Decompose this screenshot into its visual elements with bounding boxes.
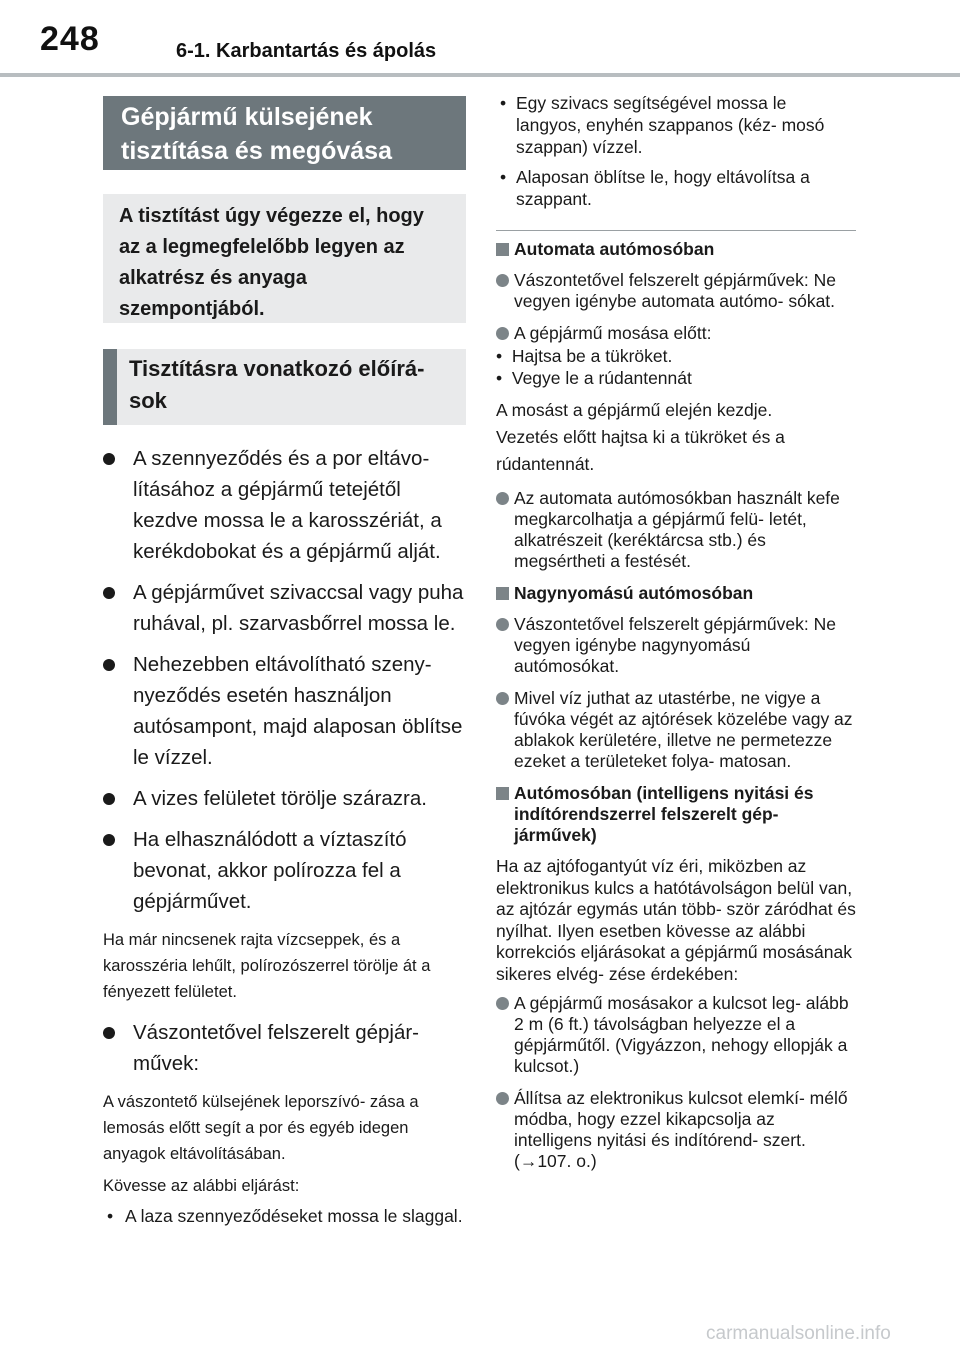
- circle-bullet-icon: [496, 327, 509, 340]
- step-line: • Hajtsa be a tükröket.: [496, 346, 673, 366]
- cleaning-bullet-list: [103, 443, 466, 917]
- list-item: A szennyeződés és a por eltávo- lításához a gépjármű tetejétől kezdve mossa le a karosszériát, a kerékdobokat és a gépjármű alját.: [103, 443, 466, 567]
- procedure-step: • Egy szivacs segítségével mossa le langyos, enyhén szappanos (kéz- mosó szappan) vízzel.: [500, 93, 825, 157]
- circle-bullet-icon: [496, 618, 509, 631]
- right-column: [496, 92, 856, 1183]
- section-title: 6-1. Karbantartás és ápolás: [176, 40, 437, 62]
- paragraph: Ha az ajtófogantyút víz éri, miközben az elektronikus kulcs a hatótávolságon belül van, az ajtózár egymás után több- ször záródhat és nyílhat. Ilyen esetben kövesse az alábbi korrekciós eljárásokat a gépjármű mosásának sikeres elvég- zése érdekében:: [496, 856, 856, 984]
- header-rule: [0, 73, 960, 77]
- step-line: • Vegye le a rúdantennát: [496, 367, 692, 388]
- note-item: A gépjármű mosásakor a kulcsot leg- alább 2 m (6 ft.) távolságban helyezze el a gépjárműtől. (Vigyázzon, nehogy ellopják a kulcsot.): [496, 993, 856, 1077]
- intro-box: A tisztítást úgy végezze el, hogy az a legmegfelelőbb legyen az alkatrész és anyaga szempontjából.: [103, 194, 466, 323]
- soft-top-note: A vászontető külsejének leporszívó- zása a lemosás előtt segít a por és egyéb idegen anyagok eltávolításában.: [103, 1093, 419, 1163]
- high-pressure-wash-heading: Nagynyomású autómosóban: [496, 583, 856, 604]
- page-number: 248: [40, 20, 100, 58]
- procedure-intro: Kövesse az alábbi eljárást:: [103, 1177, 300, 1195]
- divider: [496, 230, 856, 231]
- paragraph: Vezetés előtt hajtsa ki a tükröket és a rúdantennát.: [496, 427, 785, 474]
- watermark: carmanualsonline.info: [706, 1323, 891, 1344]
- square-bullet-icon: [496, 243, 509, 256]
- note-item: Vászontetővel felszerelt gépjárművek: Ne vegyen igénybe nagynyomású autómosókat.: [496, 614, 856, 677]
- smart-entry-wash-heading: Autómosóban (intelligens nyitási és indítórendszerrel felszerelt gép- járművek): [496, 783, 856, 846]
- note-item: Az automata autómosókban használt kefe megkarcolhatja a gépjármű felü- letét, alkatrészeit (keréktárcsa stb.) és megsértheti a festését.: [496, 488, 856, 572]
- note-item: A gépjármű mosása előtt:: [496, 323, 856, 344]
- circle-bullet-icon: [496, 274, 509, 287]
- note-item: Állítsa az elektronikus kulcsot elemkí- mélő módba, hogy ezzel kikapcsolja az intelligens nyitási és indítórend- szert. (→107. o.): [496, 1088, 856, 1172]
- list-item: Ha elhasználódott a víztaszító bevonat, akkor polírozza fel a gépjárművet.: [103, 824, 466, 917]
- square-bullet-icon: [496, 787, 509, 800]
- wax-note: Ha már nincsenek rajta vízcseppek, és a karosszéria lehűlt, polírozószerrel törölje át a fényezett felületet.: [103, 931, 431, 1001]
- chapter-title-box: Gépjármű külsejének tisztítása és megóvása: [103, 96, 466, 170]
- bullet-icon: [103, 834, 115, 846]
- bullet-icon: [103, 793, 115, 805]
- procedure-step: • Alaposan öblítse le, hogy eltávolítsa a szappant.: [500, 167, 810, 209]
- bullet-icon: [103, 587, 115, 599]
- paragraph: A mosást a gépjármű elején kezdje.: [496, 400, 773, 420]
- circle-bullet-icon: [496, 492, 509, 505]
- note-item: Vászontetővel felszerelt gépjárművek: Ne vegyen igénybe automata autómo- sókat.: [496, 270, 856, 312]
- left-column: [103, 96, 466, 1227]
- cleaning-rules-heading: Tisztításra vonatkozó előírá- sok: [103, 349, 466, 425]
- list-item: A gépjárművet szivaccsal vagy puha ruhával, pl. szarvasbőrrel mossa le.: [103, 577, 466, 639]
- note-item: Mivel víz juthat az utastérbe, ne vigye a fúvóka végét az ajtórések közelébe vagy az ablakok kerületére, illetve ne permetezze ezeket a területeket folya- matosan.: [496, 688, 856, 772]
- circle-bullet-icon: [496, 1092, 509, 1105]
- auto-wash-heading: Automata autómosóban: [496, 239, 856, 260]
- list-item: A vizes felületet törölje szárazra.: [103, 783, 466, 814]
- bullet-icon: [103, 659, 115, 671]
- square-bullet-icon: [496, 587, 509, 600]
- bullet-icon: [103, 1027, 115, 1039]
- bullet-icon: [103, 453, 115, 465]
- procedure-step: • A laza szennyeződéseket mossa le slaggal.: [107, 1206, 463, 1226]
- circle-bullet-icon: [496, 997, 509, 1010]
- page-header: [0, 0, 960, 78]
- list-item: Nehezebben eltávolítható szeny- nyeződés esetén használjon autósampont, majd alaposan öblítse le vízzel.: [103, 649, 466, 773]
- list-item: Vászontetővel felszerelt gépjár- művek:: [103, 1017, 466, 1079]
- circle-bullet-icon: [496, 692, 509, 705]
